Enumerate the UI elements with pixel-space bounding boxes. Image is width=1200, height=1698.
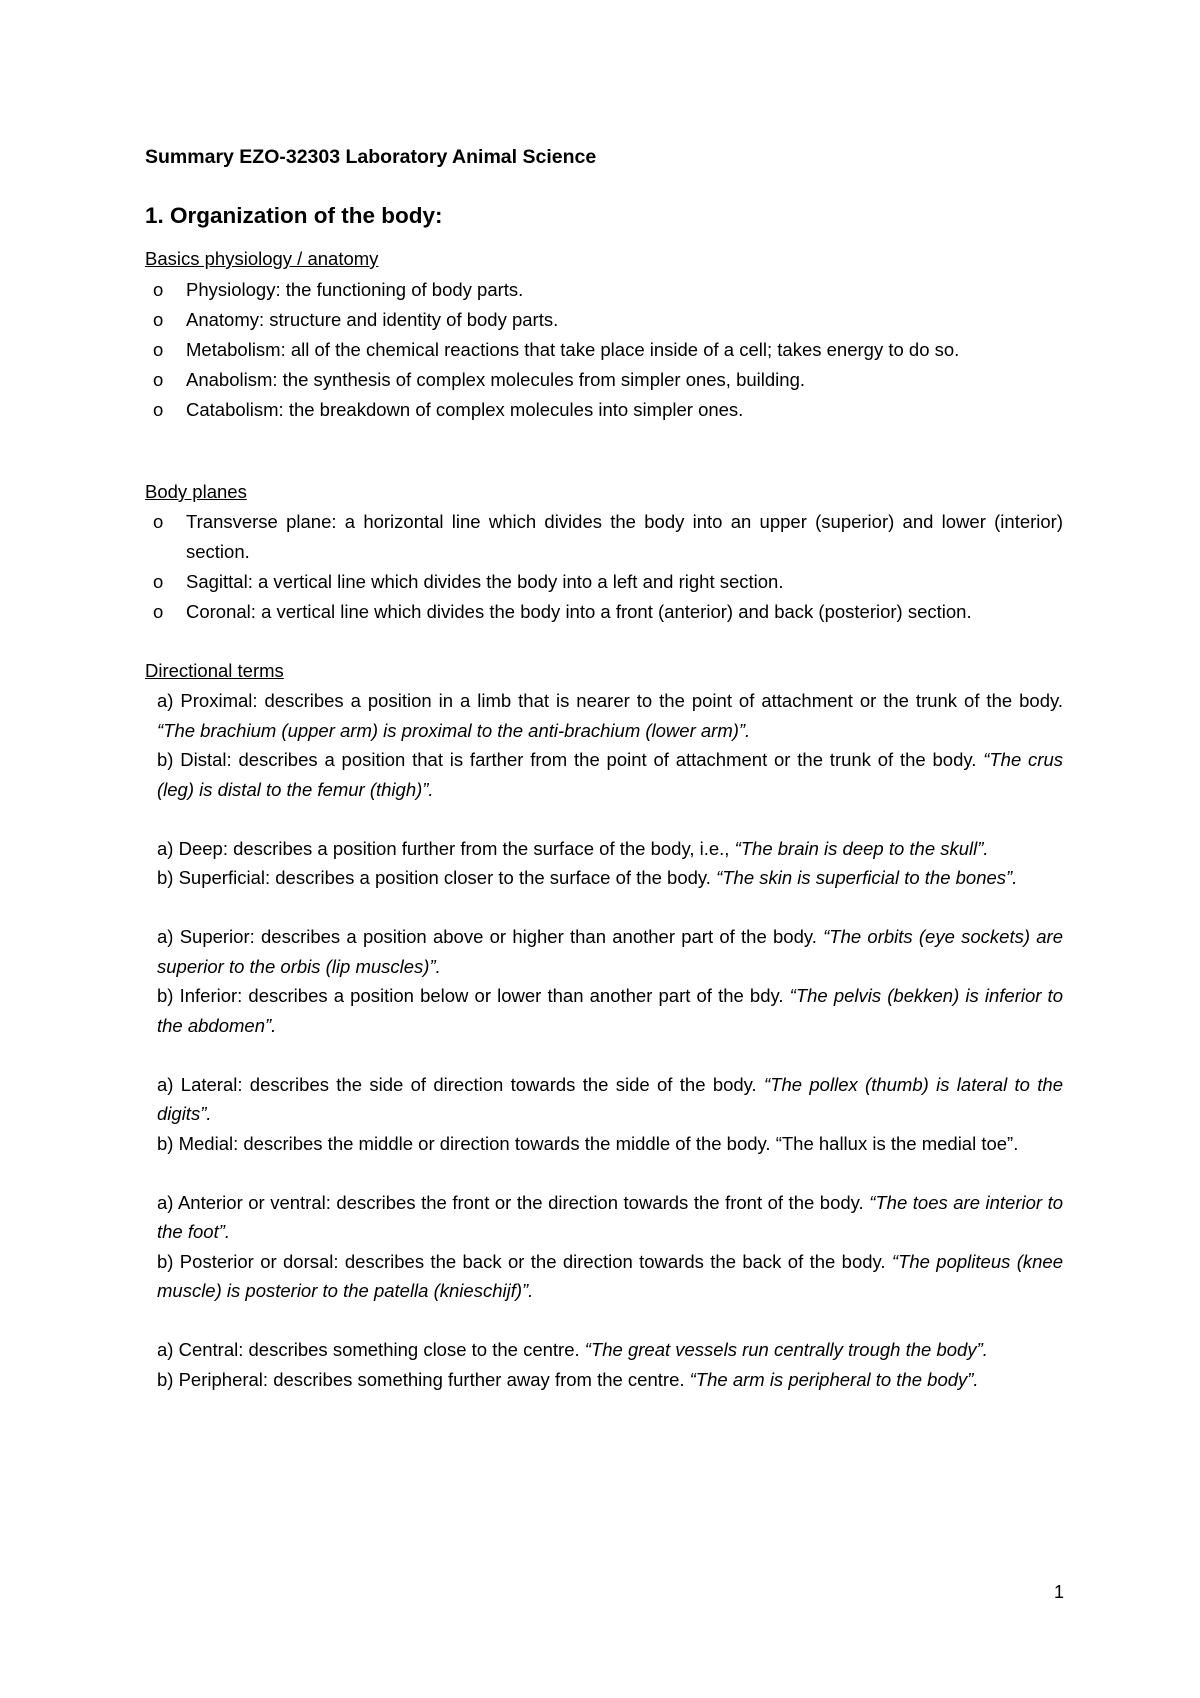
bullet-marker: o [153, 571, 164, 592]
term-example: “The pollex (thumb) is lateral to the digits”. [157, 1073, 1063, 1124]
term-proximal: a) Proximal: describes a position in a limb that is nearer to the point of attachment or the trunk of the body. “The brachium (upper arm) is proximal to the anti-brachium (lower arm)”. [157, 690, 1063, 741]
bullet-marker: o [153, 399, 164, 420]
term-example: “The skin is superficial to the bones”. [716, 867, 1018, 888]
directional-terms-body [157, 686, 1063, 1394]
term-example: “The toes are interior to the foot”. [157, 1191, 1064, 1242]
term-lateral: a) Lateral: describes the side of direction towards the side of the body. “The pollex (thumb) is lateral to the digits”. [157, 1073, 1063, 1124]
bullet-marker: o [153, 511, 164, 532]
list-item: o Metabolism: all of the chemical reactions that take place inside of a cell; takes energy to do so. [145, 335, 1063, 365]
list-item: o Catabolism: the breakdown of complex molecules into simpler ones. [145, 395, 1063, 425]
term-example: “The pelvis (bekken) is inferior to the abdomen”. [157, 985, 1063, 1036]
term-distal: b) Distal: describes a position that is farther from the point of attachment or the trunk of the body. “The crus (leg) is distal to the femur (thigh)”. [157, 749, 1063, 800]
list-item: o Coronal: a vertical line which divides the body into a front (anterior) and back (posterior) section. [145, 597, 1063, 627]
list-item: o Sagittal: a vertical line which divides the body into a left and right section. [145, 567, 1063, 597]
section-heading: 1. Organization of the body: [145, 203, 443, 228]
list-item: o Anabolism: the synthesis of complex molecules from simpler ones, building. [145, 365, 1063, 395]
document-title: Summary EZO-32303 Laboratory Animal Science [145, 146, 597, 168]
directional-terms-heading: Directional terms [145, 660, 284, 681]
term-peripheral: b) Peripheral: describes something further away from the centre. “The arm is peripheral to the body”. [157, 1368, 979, 1390]
term-inferior: b) Inferior: describes a position below or lower than another part of the bdy. “The pelvis (bekken) is inferior to the abdomen”. [157, 985, 1063, 1036]
term-medial: b) Medial: describes the middle or direction towards the middle of the body. “The hallux is the medial toe”. [157, 1132, 1019, 1154]
list-item: o Physiology: the functioning of body parts. [145, 275, 1063, 305]
term-example: “The arm is peripheral to the body”. [689, 1368, 979, 1390]
page-number: 1 [1054, 1582, 1065, 1602]
basics-list [145, 275, 1063, 425]
term-example: “The great vessels run centrally trough the body”. [584, 1339, 988, 1360]
term-anterior: a) Anterior or ventral: describes the front or the direction towards the front of the body. “The toes are interior to the foot”. [157, 1191, 1064, 1242]
term-superior: a) Superior: describes a position above or higher than another part of the body. “The orbits (eye sockets) are superior to the orbis (lip muscles)”. [157, 926, 1063, 977]
term-example: “The popliteus (knee muscle) is posterior to the patella (knieschijf)”. [157, 1250, 1063, 1301]
bullet-marker: o [153, 339, 164, 360]
body-planes-list [145, 507, 1063, 627]
term-central: a) Central: describes something close to the centre. “The great vessels run centrally trough the body”. [157, 1339, 988, 1360]
term-deep: a) Deep: describes a position further from the surface of the body, i.e., “The brain is deep to the skull”. [157, 837, 989, 859]
term-posterior: b) Posterior or dorsal: describes the back or the direction towards the back of the body. “The popliteus (knee muscle) is posterior to the patella (knieschijf)”. [157, 1250, 1063, 1301]
list-item: o Anatomy: structure and identity of body parts. [145, 305, 1063, 335]
bullet-marker: o [153, 601, 164, 622]
term-example: “The orbits (eye sockets) are superior to the orbis (lip muscles)”. [157, 926, 1063, 977]
term-example: “The brain is deep to the skull”. [734, 837, 989, 859]
term-example: “The crus (leg) is distal to the femur (thigh)”. [157, 749, 1063, 800]
term-example: “The brachium (upper arm) is proximal to the anti-brachium (lower arm)”. [157, 719, 751, 741]
term-superficial: b) Superficial: describes a position closer to the surface of the body. “The skin is superficial to the bones”. [157, 867, 1018, 888]
basics-heading: Basics physiology / anatomy [145, 248, 379, 269]
bullet-marker: o [153, 279, 164, 300]
list-item: o Transverse plane: a horizontal line which divides the body into an upper (superior) and lower (interior) section. [145, 507, 1063, 567]
bullet-marker: o [153, 369, 164, 390]
bullet-marker: o [153, 309, 164, 330]
body-planes-heading: Body planes [145, 481, 247, 502]
